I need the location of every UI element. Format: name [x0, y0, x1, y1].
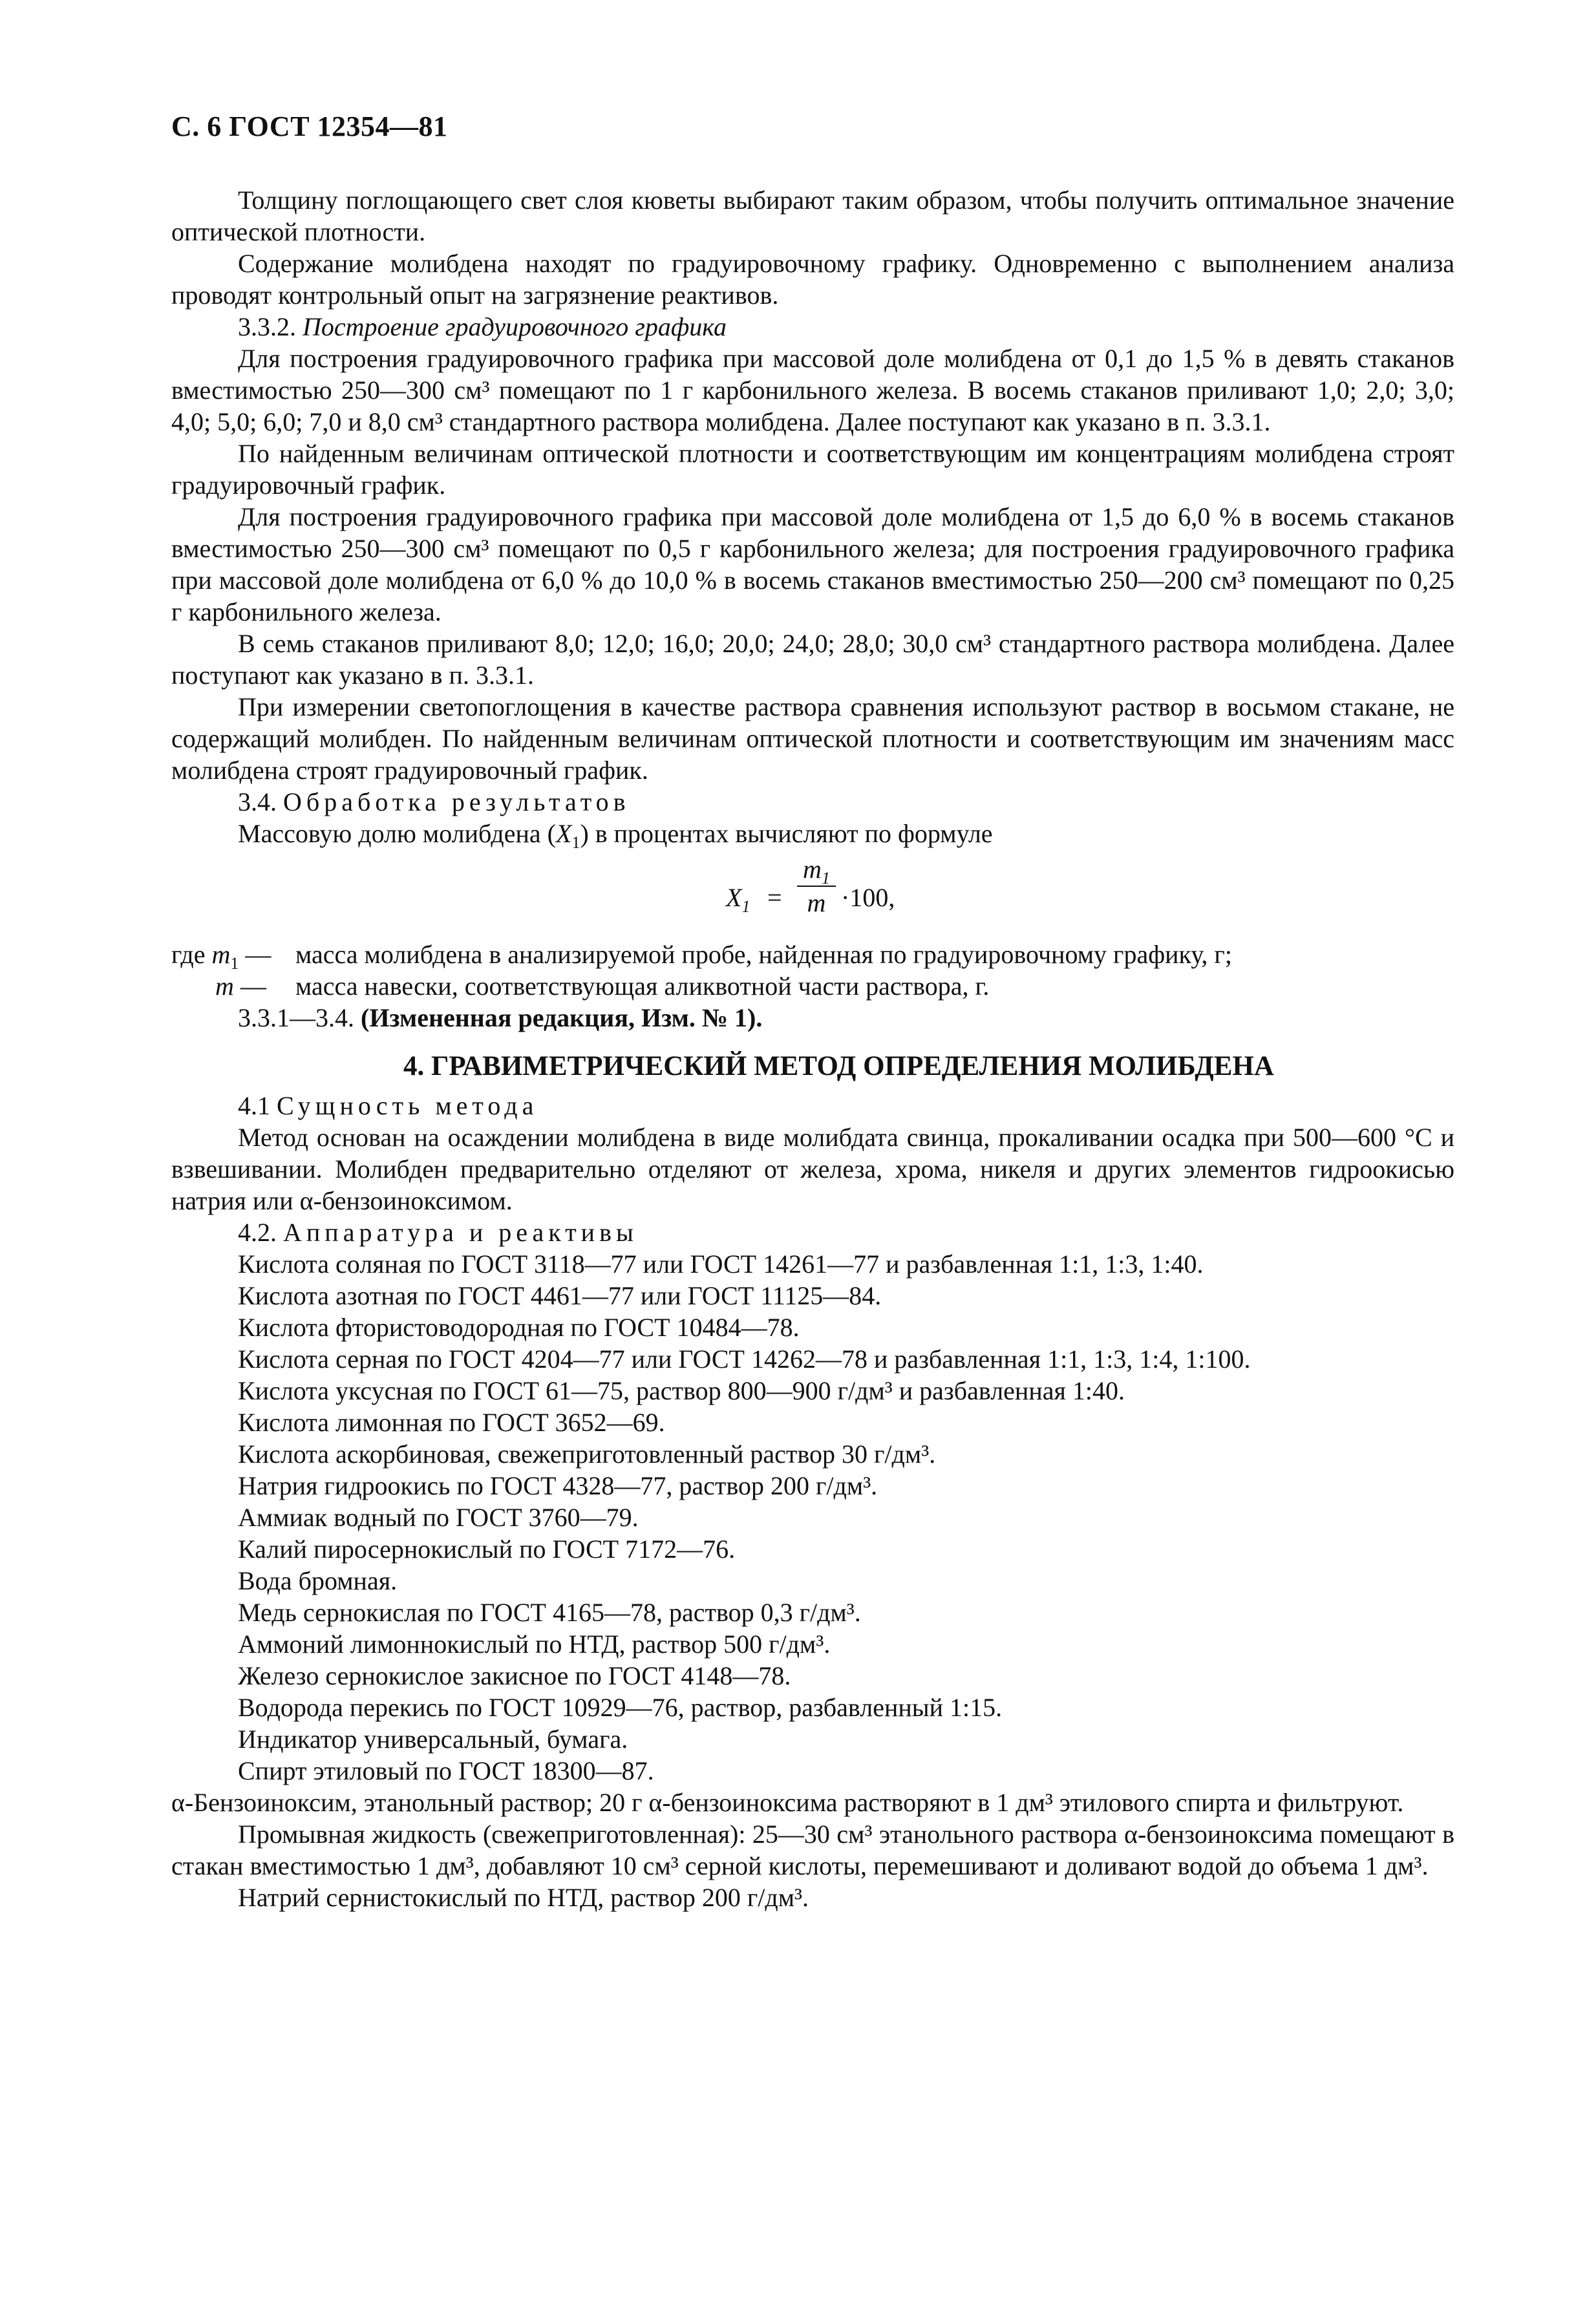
paragraph-seven-beakers: В семь стаканов приливают 8,0; 12,0; 16,0; 20,0; 24,0; 28,0; 30,0 см³ стандартного раствора молибдена. Далее поступают как указано в п. 3.3.1.	[171, 629, 1454, 690]
formula-equals: =	[767, 883, 782, 912]
where-line-1	[171, 939, 1454, 973]
formula-rhs: ·100,	[841, 883, 895, 912]
subsection-title: Обработка результатов	[283, 787, 630, 816]
subsection-title: Сущность метода	[277, 1091, 538, 1120]
subsection-4-2	[171, 1216, 1454, 1248]
numerator-subscript: 1	[821, 869, 830, 887]
where-label	[171, 939, 271, 973]
reagent-item: Аммиак водный по ГОСТ 3760—79.	[238, 1503, 639, 1532]
reagent-item: Кислота фтористоводородная по ГОСТ 10484—78.	[238, 1313, 800, 1342]
where-description: масса навески, соответствующая аликвотной части раствора, г.	[295, 972, 990, 1001]
subsection-4-1	[171, 1090, 1454, 1121]
reagent-item: Индикатор универсальный, бумага.	[238, 1725, 628, 1754]
paragraph-wash-liquid: Промывная жидкость (свежеприготовленная): 25—30 см³ этанольного раствора α-бензоиноксима помещают в стакан вместимостью 1 дм³, добавляют 10 см³ серной кислоты, перемешивают и доливают водой до объема 1 дм³.	[171, 1820, 1454, 1880]
paragraph-sodium-sulfite: Натрий сернистокислый по НТД, раствор 200 г/дм³.	[238, 1883, 809, 1912]
where-description: масса молибдена в анализируемой пробе, найденная по градуировочному графику, г;	[295, 940, 1232, 969]
where-dash: —	[233, 972, 266, 1001]
paragraph-method: Метод основан на осаждении молибдена в виде молибдата свинца, прокаливании осадка при 500—600 °С и взвешивании. Молибден предварительно отделяют от железа, хрома, никеля и других элементов гидроокисью натрия или α-бензоиноксимом.	[171, 1123, 1454, 1215]
reagent-item: Вода бромная.	[238, 1566, 398, 1595]
where-subscript: 1	[230, 954, 239, 973]
subsection-title: Аппаратура и реактивы	[283, 1218, 638, 1247]
subsection-number: 3.3.2.	[238, 312, 296, 341]
formula-lhs	[726, 882, 750, 916]
formula-numerator	[803, 855, 830, 887]
amendment-range: 3.3.1—3.4.	[238, 1003, 354, 1032]
amendment-text: (Измененная редакция, Изм. № 1).	[361, 1003, 763, 1032]
numerator-symbol: m	[803, 855, 822, 884]
formula-denominator: m	[807, 888, 826, 917]
section-4-title: 4. ГРАВИМЕТРИЧЕСКИЙ МЕТОД ОПРЕДЕЛЕНИЯ МОЛИБДЕНА	[403, 1051, 1274, 1081]
reagent-item: Калий пиросернокислый по ГОСТ 7172—76.	[238, 1535, 736, 1564]
amendment-note	[171, 1002, 1454, 1034]
subsection-number: 4.1	[238, 1091, 270, 1120]
where-word: где	[171, 940, 212, 969]
paragraph-found: По найденным величинам оптической плотности и соответствующим им концентрациям молибдена строят градуировочный график.	[171, 439, 1454, 500]
text-run: ) в процентах вычисляют по формуле	[580, 819, 993, 848]
paragraph-mass-fraction	[171, 818, 1454, 852]
text-run: Массовую долю молибдена (	[238, 819, 556, 848]
formula-lhs-symbol: X	[726, 883, 742, 912]
paragraph-build-2: Для построения градуировочного графика при массовой доле молибдена от 1,5 до 6,0 % в восемь стаканов вместимостью 250—300 см³ помещают по 0,5 г карбонильного железа; для построения градуировочного графика при массовой доле молибдена от 6,0 % до 10,0 % в восемь стаканов вместимостью 250—200 см³ помещают по 0,25 г карбонильного железа.	[171, 502, 1454, 626]
reagent-item: Кислота соляная по ГОСТ 3118—77 или ГОСТ 14261—77 и разбавленная 1:1, 1:3, 1:40.	[238, 1249, 1204, 1279]
reagent-item: Кислота уксусная по ГОСТ 61—75, раствор 800—900 г/дм³ и разбавленная 1:40.	[238, 1376, 1125, 1405]
paragraph-cuvette: Толщину поглощающего свет слоя кюветы выбирают таким образом, чтобы получить оптимальное значение оптической плотности.	[171, 186, 1454, 246]
reagent-item: Натрия гидроокись по ГОСТ 4328—77, раствор 200 г/дм³.	[238, 1471, 878, 1500]
paragraph-build-1: Для построения градуировочного графика при массовой доле молибдена от 0,1 до 1,5 % в девять стаканов вместимостью 250—300 см³ помещают по 1 г карбонильного железа. В восемь стаканов приливают 1,0; 2,0; 3,0; 4,0; 5,0; 6,0; 7,0 и 8,0 см³ стандартного раствора молибдена. Далее поступают как указано в п. 3.3.1.	[171, 344, 1454, 436]
formula-fraction	[797, 856, 836, 917]
subsection-title: Построение градуировочного графика	[303, 312, 727, 341]
reagent-item: Медь сернокислая по ГОСТ 4165—78, раствор 0,3 г/дм³.	[238, 1598, 861, 1627]
page-header: С. 6 ГОСТ 12354—81	[171, 111, 448, 142]
subsection-3-4	[171, 786, 1454, 818]
reagent-item: Аммоний лимоннокислый по НТД, раствор 500 г/дм³.	[238, 1630, 831, 1659]
reagent-item: Кислота лимонная по ГОСТ 3652—69.	[238, 1408, 665, 1437]
reagent-item: Кислота аскорбиновая, свежеприготовленный раствор 30 г/дм³.	[238, 1440, 936, 1469]
reagent-list	[171, 1248, 1454, 1787]
paragraph-content: Содержание молибдена находят по градуировочному графику. Одновременно с выполнением анализа проводят контрольный опыт на загрязнение реактивов.	[171, 249, 1454, 310]
subsection-3-3-2	[171, 311, 1454, 343]
symbol-x: X	[556, 819, 572, 848]
fraction-bar	[797, 886, 836, 887]
where-line-2	[171, 970, 1454, 1002]
where-dash: —	[239, 940, 271, 969]
subsection-number: 3.4.	[238, 787, 277, 816]
paragraph-benzoinoxime: α-Бензоиноксим, этанольный раствор; 20 г α-бензоиноксима растворяют в 1 дм³ этилового спирта и фильтруют.	[171, 1788, 1404, 1817]
where-symbol: m	[211, 940, 231, 969]
formula	[171, 853, 1454, 939]
subsection-number: 4.2.	[238, 1218, 277, 1247]
where-symbol: m	[215, 972, 234, 1001]
reagent-item: Кислота серная по ГОСТ 4204—77 или ГОСТ 14262—78 и разбавленная 1:1, 1:3, 1:4, 1:100.	[238, 1344, 1251, 1374]
reagent-item: Железо сернокислое закисное по ГОСТ 4148—78.	[238, 1661, 791, 1690]
reagent-item: Кислота азотная по ГОСТ 4461—77 или ГОСТ 11125—84.	[238, 1281, 882, 1310]
reagent-item: Водорода перекись по ГОСТ 10929—76, раствор, разбавленный 1:15.	[238, 1693, 1003, 1722]
reagent-item: Спирт этиловый по ГОСТ 18300—87.	[238, 1756, 654, 1785]
formula-lhs-subscript: 1	[741, 897, 750, 916]
document-body	[171, 184, 1454, 1913]
paragraph-measurement: При измерении светопоглощения в качестве раствора сравнения используют раствор в восьмом стакане, не содержащий молибден. По найденным величинам оптической плотности и соответствующим им значениям масс молибдена строят градуировочный график.	[171, 692, 1454, 785]
subscript: 1	[571, 833, 580, 852]
where-label	[215, 970, 266, 1002]
